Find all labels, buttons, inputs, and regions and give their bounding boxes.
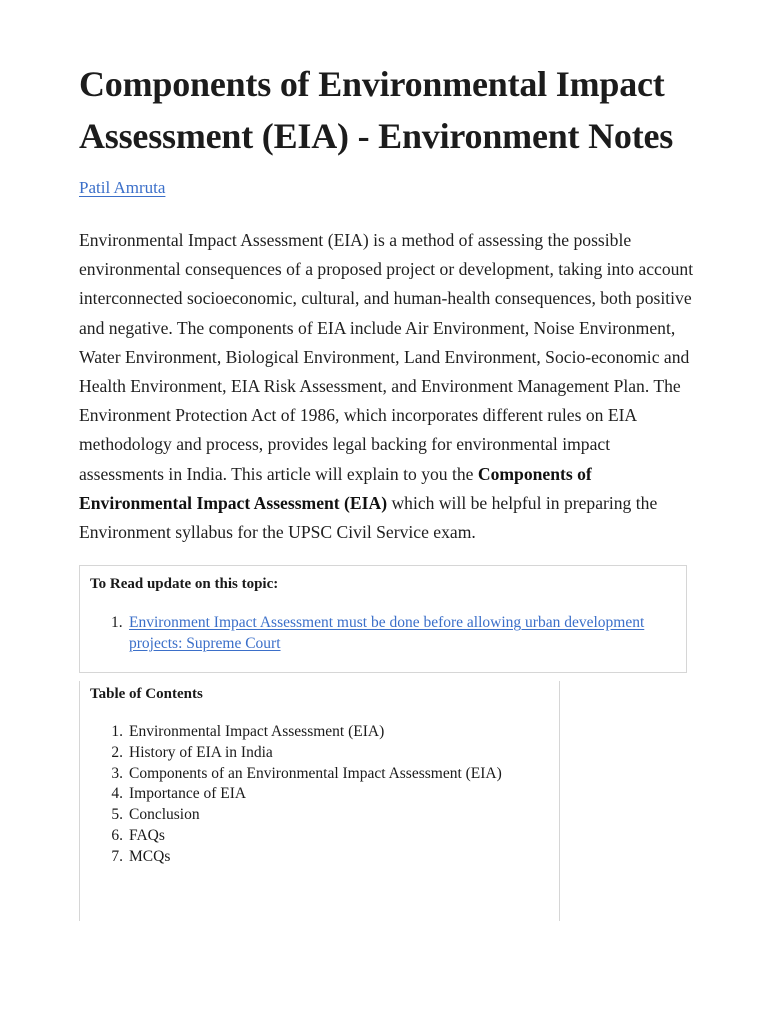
list-number: 1. [111, 614, 123, 632]
toc-item[interactable] [90, 764, 549, 785]
toc-number: 3. [111, 764, 123, 782]
toc-number: 5. [111, 806, 123, 824]
update-article-link[interactable]: Environment Impact Assessment must be done before allowing urban development projects: Supreme Court [129, 614, 645, 652]
toc-number: 1. [111, 723, 123, 740]
toc-heading: Table of Contents [90, 686, 203, 702]
intro-text-end: which will be helpful in preparing the Environment syllabus for the UPSC Civil Service exam. [79, 492, 658, 543]
toc-number: 4. [111, 785, 123, 803]
intro-text: Environmental Impact Assessment (EIA) is a method of assessing the possible environmental consequences of a proposed project or development, taking into account interconnected socioeconomic, cultural, and human-health consequences, both positive and negative. The components of EIA include Air Environment, Noise Environment, Water Environment, Biological Environment, Land Environment, Socio-economic and Health Environment, EIA Risk Assessment, and Environment Management Plan. The Environment Protection Act of 1986, which incorporates different rules on EIA methodology and process, provides legal backing for environmental impact assessments in India. This article will explain to you the [79, 230, 694, 484]
update-box [79, 565, 687, 673]
toc-number: 6. [111, 826, 123, 844]
page-title: Components of Environmental Impact Assessment (EIA) - Environment Notes [79, 64, 674, 156]
toc-item[interactable] [90, 784, 549, 805]
article [79, 58, 694, 673]
toc-item-label[interactable]: FAQs [129, 826, 165, 844]
toc-item-label[interactable]: MCQs [129, 847, 171, 865]
toc-item-label[interactable]: History of EIA in India [129, 743, 273, 761]
table-of-contents [79, 681, 560, 921]
author-link[interactable]: Patil Amruta [79, 178, 166, 197]
toc-item[interactable] [90, 722, 549, 743]
list-item [90, 613, 676, 654]
intro-paragraph [79, 226, 694, 547]
toc-item-label[interactable]: Conclusion [129, 806, 200, 824]
intro-bold-text: Components of Environmental Impact Assessment (EIA) [79, 463, 592, 513]
update-list [90, 613, 676, 654]
toc-number: 2. [111, 743, 123, 761]
toc-number: 7. [111, 847, 123, 865]
toc-item-label[interactable]: Importance of EIA [129, 785, 247, 803]
toc-item-label[interactable]: Components of an Environmental Impact Assessment (EIA) [129, 764, 502, 782]
update-box-heading: To Read update on this topic: [90, 576, 279, 593]
toc-item-label[interactable]: Environmental Impact Assessment (EIA) [129, 723, 385, 740]
toc-item[interactable] [90, 743, 549, 764]
toc-item[interactable] [90, 805, 549, 826]
toc-item[interactable] [90, 826, 549, 847]
toc-item[interactable] [90, 847, 549, 868]
toc-list [90, 722, 549, 868]
